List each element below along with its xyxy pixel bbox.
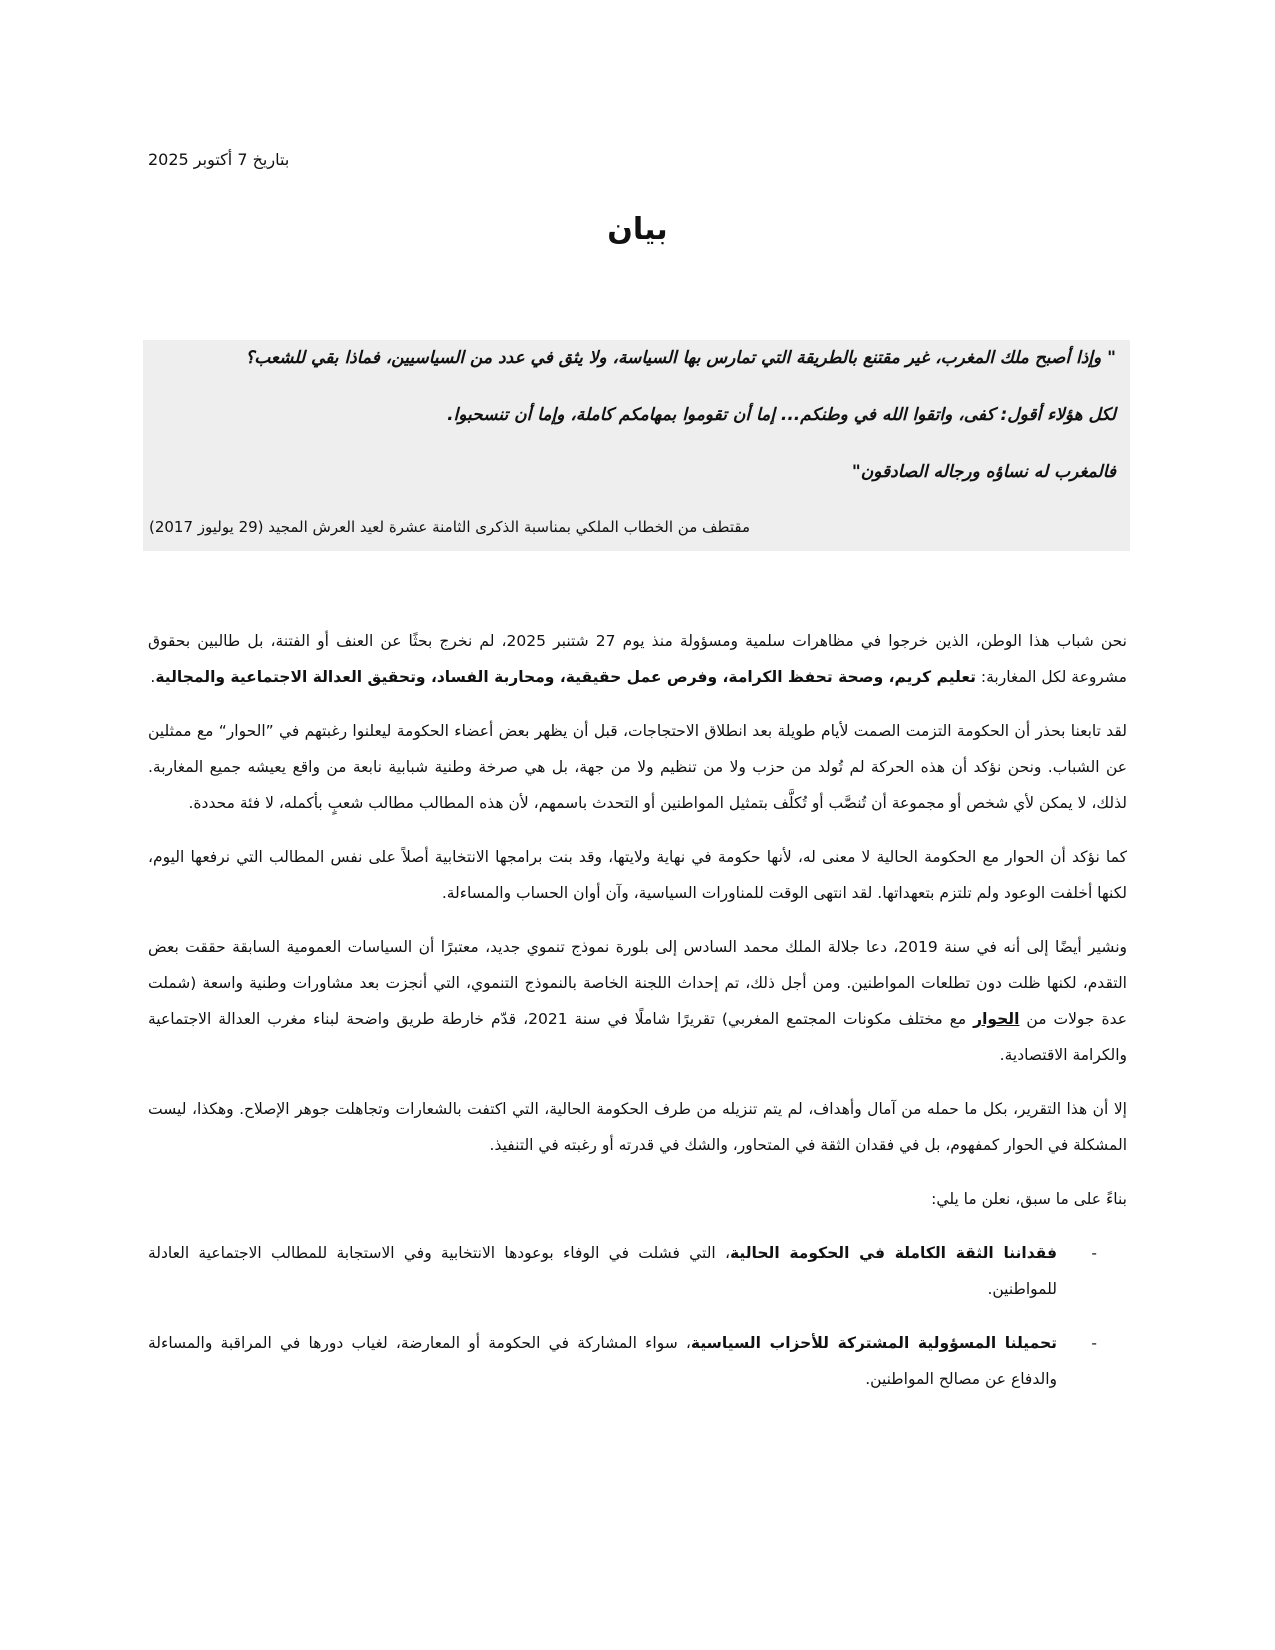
paragraph-1-demands: تعليم كريم، وصحة تحفظ الكرامة، وفرص عمل حقيقية، ومحاربة الفساد، وتحقيق العدالة الاجتماعية والمجالية	[155, 668, 976, 686]
quote-line-1: " وإذا أصبح ملك المغرب، غير مقتنع بالطريقة التي تمارس بها السياسة، ولا يثق في عدد من السياسيين، فماذا بقي للشعب؟	[245, 348, 1116, 368]
declarations-list	[148, 1235, 1127, 1397]
list-item	[148, 1325, 1127, 1397]
quote-source: مقتطف من الخطاب الملكي بمناسبة الذكرى الثامنة عشرة لعيد العرش المجيد (29 يوليوز 2017)	[148, 518, 750, 536]
list-dash: -	[1091, 1334, 1097, 1352]
paragraph-1-end: .	[150, 668, 156, 686]
paragraph-4-part-a: ونشير أيضًا إلى أنه في سنة 2019، دعا جلالة الملك محمد السادس إلى بلورة نموذج تنموي جديد، معتبرًا أن السياسات العمومية السابقة حققت بعض التقدم، لكنها ظلت دون تطلعات المواطنين. ومن أجل ذلك، تم إحداث اللجنة الخاصة بالنموذج التنموي، التي أنجزت بعد مشاورات وطنية واسعة (شملت عدة جولات من	[148, 938, 1127, 1028]
paragraph-1	[148, 623, 1127, 695]
list-item-text: ، التي فشلت في الوفاء بوعودها الانتخابية وفي الاستجابة للمطالب الاجتماعية العادلة للمواطنين.	[148, 1244, 1057, 1298]
document-title: بيان	[607, 212, 668, 247]
paragraph-4-dialogue-term: الحوار	[973, 1010, 1020, 1028]
list-item	[148, 1235, 1127, 1307]
royal-quote-box	[143, 340, 1130, 551]
document-date: بتاريخ 7 أكتوبر 2025	[148, 150, 290, 169]
list-item-bold: فقداننا الثقة الكاملة في الحكومة الحالية	[730, 1244, 1057, 1262]
list-item-bold: تحميلنا المسؤولية المشتركة للأحزاب السياسية	[690, 1334, 1057, 1352]
paragraph-4-part-c: مع مختلف مكونات المجتمع المغربي) تقريرًا شاملًا في سنة 2021، قدّم خارطة طريق واضحة لبناء مغرب العدالة الاجتماعية والكرامة الاقتصادية.	[148, 1010, 1127, 1064]
paragraph-4	[148, 929, 1127, 1073]
paragraph-2: لقد تابعنا بحذر أن الحكومة التزمت الصمت لأيام طويلة بعد انطلاق الاحتجاجات، قبل أن يظهر بعض أعضاء الحكومة ليعلنوا رغبتهم في ”الحوار“ مع ممثلين عن الشباب. ونحن نؤكد أن هذه الحركة لم تُولد من حزب ولا من تنظيم ولا من جهة، بل هي صرخة وطنية شبابية نابعة من واقع يعيشه جميع المغاربة. لذلك، لا يمكن لأي شخص أو مجموعة أن تُنصَّب أو تُكلَّف بتمثيل المواطنين أو التحدث باسمهم، لأن هذه المطالب مطالب شعبٍ بأكمله، لا فئة محددة.	[148, 722, 1127, 812]
list-dash: -	[1091, 1244, 1097, 1262]
paragraph-3: كما نؤكد أن الحوار مع الحكومة الحالية لا معنى له، لأنها حكومة في نهاية ولايتها، وقد بنت برامجها الانتخابية أصلاً على نفس المطالب التي نرفعها اليوم، لكنها أخلفت الوعود ولم تلتزم بتعهداتها. لقد انتهى الوقت للمناورات السياسية، وآن أوان الحساب والمساءلة.	[148, 848, 1127, 902]
quote-line-3: فالمغرب له نساؤه ورجاله الصادقون"	[851, 462, 1116, 482]
paragraph-1-intro: نحن شباب هذا الوطن، الذين خرجوا في مظاهرات سلمية ومسؤولة منذ يوم 27 شتنبر 2025، لم نخرج بحثًا عن العنف أو الفتنة، بل طالبين بحقوق مشروعة لكل المغاربة:	[148, 632, 1127, 686]
list-item-text: ، سواء المشاركة في الحكومة أو المعارضة، لغياب دورها في المراقبة والمساءلة والدفاع عن مصالح المواطنين.	[148, 1334, 1057, 1388]
statement-body	[148, 623, 1127, 1415]
paragraph-6: بناءً على ما سبق، نعلن ما يلي:	[931, 1190, 1127, 1208]
quote-line-2: لكل هؤلاء أقول: كفى، واتقوا الله في وطنكم... إما أن تقوموا بمهامكم كاملة، وإما أن تنسحبوا.	[447, 405, 1116, 425]
paragraph-5: إلا أن هذا التقرير، بكل ما حمله من آمال وأهداف، لم يتم تنزيله من طرف الحكومة الحالية، التي اكتفت بالشعارات وتجاهلت جوهر الإصلاح. وهكذا، ليست المشكلة في الحوار كمفهوم، بل في فقدان الثقة في المتحاور، والشك في قدرته أو رغبته في التنفيذ.	[148, 1100, 1127, 1154]
